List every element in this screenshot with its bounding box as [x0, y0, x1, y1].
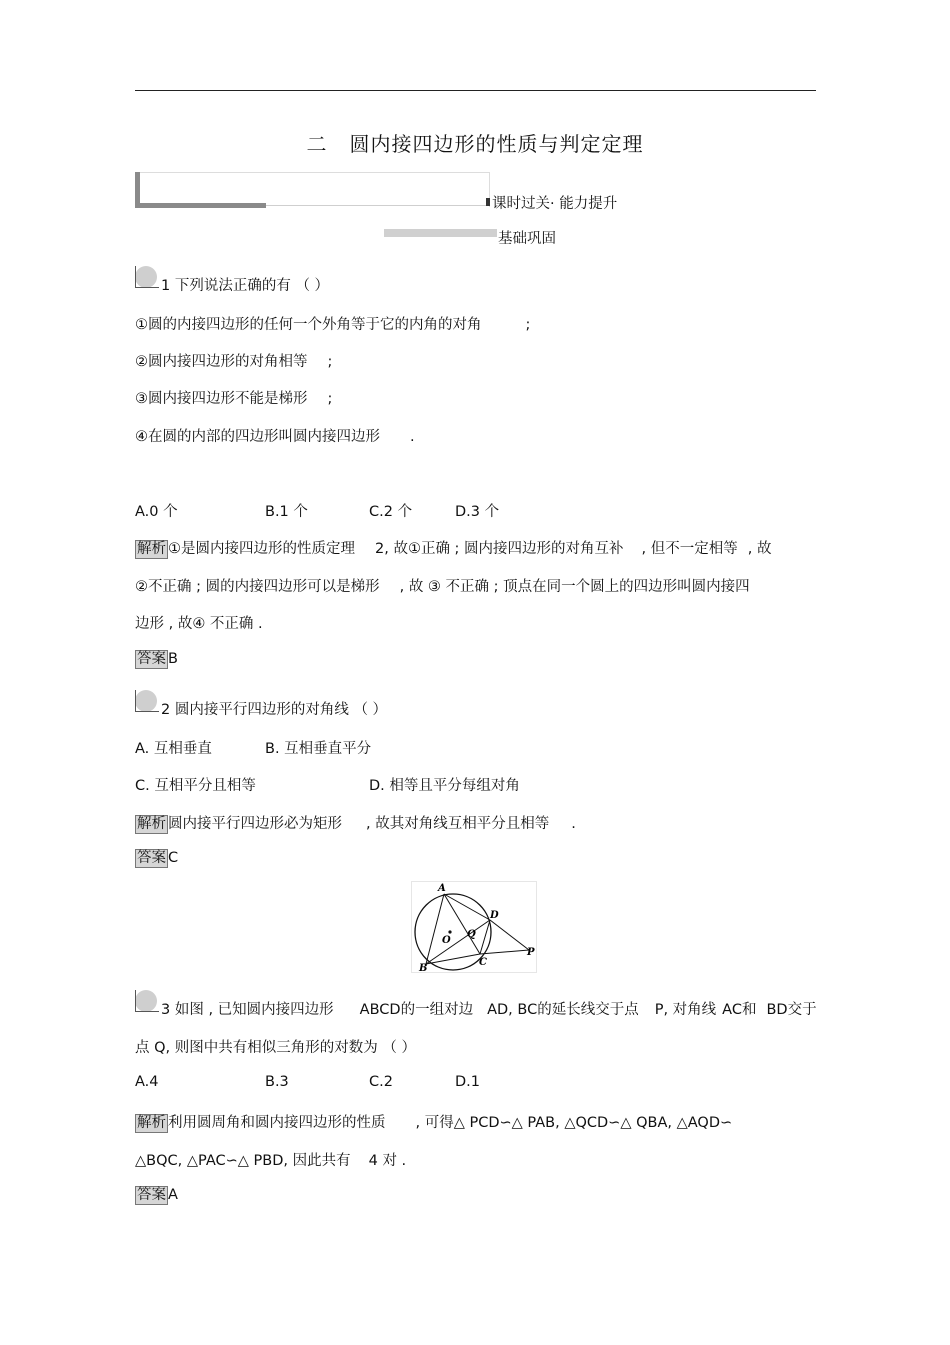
q1-analysis-line-3: 边形 , 故④ 不正确 .: [135, 616, 263, 632]
segment-ad: [444, 894, 490, 920]
q1-statement-2: ②圆内接四边形的对角相等 ;: [135, 354, 333, 370]
cyclic-quadrilateral-diagram: [412, 882, 536, 972]
section-bar: [384, 229, 497, 237]
q1-option-c: C.2 个: [369, 504, 413, 520]
label-p: P: [527, 947, 535, 958]
answer-tag: 答案: [137, 1187, 166, 1203]
q1-statement-1: ①圆的内接四边形的任何一个外角等于它的内角的对角 ;: [135, 317, 531, 333]
geometry-figure: [411, 881, 537, 973]
question-3-stem-line-1: 3 如图 , 已知圆内接四边形 ABCD的一组对边 AD, BC的延长线交于点 P, 对角线 AC和 BD交于: [161, 1002, 817, 1018]
label-d: D: [490, 910, 499, 921]
q2-option-d: D. 相等且平分每组对角: [369, 778, 520, 794]
banner-tick: [486, 198, 490, 206]
label-q: Q: [467, 929, 476, 940]
q3-option-a: A.4: [135, 1074, 159, 1090]
q1-answer: 答案 B: [137, 651, 178, 667]
title-number: 二: [306, 132, 328, 156]
q2-option-a: A. 互相垂直: [135, 741, 212, 757]
analysis-tag: 解析: [137, 1115, 166, 1131]
q3-analysis-line-1: 解析 利用圆周角和圆内接四边形的性质 , 可得△ PCD∽△ PAB, △QCD∽△ QBA, △AQD∽: [137, 1115, 733, 1131]
center-point: [448, 930, 451, 933]
label-o: O: [442, 935, 451, 946]
question-2-stem: 2 圆内接平行四边形的对角线 （ ）: [161, 702, 388, 718]
page-title: [0, 128, 950, 157]
q3-analysis-line-2: △BQC, △PAC∽△ PBD, 因此共有 4 对 .: [135, 1153, 407, 1169]
segment-cp: [480, 950, 529, 954]
header-rule: [135, 90, 816, 91]
q3-answer: 答案 A: [137, 1187, 178, 1203]
banner-label: 课时过关· 能力提升: [492, 196, 618, 212]
q3-option-b: B.3: [265, 1074, 289, 1090]
q1-option-b: B.1 个: [265, 504, 308, 520]
q1-statement-4: ④在圆的内部的四边形叫圆内接四边形 .: [135, 429, 415, 445]
section-label: 基础巩固: [498, 231, 556, 247]
question-3-stem-line-2: 点 Q, 则图中共有相似三角形的对数为 （ ）: [135, 1040, 416, 1056]
segment-dc: [480, 920, 490, 954]
label-b: B: [419, 963, 428, 972]
q2-option-b: B. 互相垂直平分: [265, 741, 372, 757]
q3-option-c: C.2: [369, 1074, 393, 1090]
analysis-tag: 解析: [137, 816, 166, 832]
q1-option-a: A.0 个: [135, 504, 178, 520]
question-1-marker-icon: [135, 266, 159, 288]
question-3-marker-icon: [135, 990, 159, 1012]
answer-tag: 答案: [137, 651, 166, 667]
q1-analysis-line-1: 解析 ①是圆内接四边形的性质定理 2, 故①正确 ; 圆内接四边形的对角互补 , 但不一定相等 , 故: [137, 541, 772, 557]
label-a: A: [438, 883, 446, 894]
answer-tag: 答案: [137, 850, 166, 866]
q3-option-d: D.1: [455, 1074, 480, 1090]
q1-option-d: D.3 个: [455, 504, 500, 520]
q2-option-c: C. 互相平分且相等: [135, 778, 256, 794]
q2-answer: 答案 C: [137, 850, 179, 866]
question-1-stem: 1 下列说法正确的有 （ ）: [161, 278, 330, 294]
label-c: C: [479, 957, 487, 968]
analysis-tag: 解析: [137, 541, 166, 557]
q1-statement-3: ③圆内接四边形不能是梯形 ;: [135, 391, 333, 407]
q2-analysis: 解析 圆内接平行四边形必为矩形 , 故其对角线互相平分且相等 .: [137, 816, 576, 832]
title-text: 圆内接四边形的性质与判定定理: [349, 132, 644, 156]
banner-bottom-bar: [135, 203, 266, 208]
segment-dp: [490, 920, 529, 950]
banner-frame: [135, 172, 490, 207]
q1-analysis-line-2: ②不正确 ; 圆的内接四边形可以是梯形 , 故 ③ 不正确 ; 顶点在同一个圆上的四边形叫圆内接四: [135, 579, 750, 595]
banner-bottom-line: [266, 205, 489, 206]
question-2-marker-icon: [135, 690, 159, 712]
